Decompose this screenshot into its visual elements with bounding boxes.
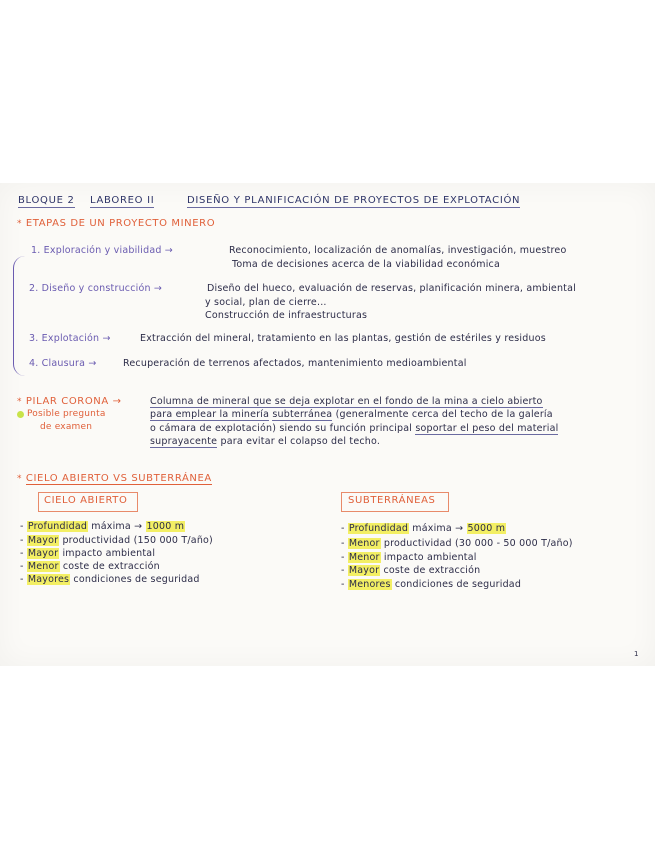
pilar-def-line2: para emplear la minería subterránea (generalmente cerca del techo de la galería [150, 409, 553, 420]
comparison-heading: * CIELO ABIERTO VS SUBTERRÁNEA [17, 473, 212, 484]
open-row-4: - Menor coste de extracción [20, 561, 160, 572]
etapa-2-line2: y social, plan de cierre... [205, 297, 327, 308]
etapa-3-label: 3. Explotación → [29, 333, 111, 344]
etapa-4-line1: Recuperación de terrenos afectados, mantenimiento medioambiental [123, 358, 467, 369]
under-row-1: - Profundidad máxima → 5000 m [341, 523, 506, 534]
open-row-2: - Mayor productividad (150 000 T/año) [20, 535, 213, 546]
highlight-dot-icon [17, 411, 24, 418]
pilar-corona-heading: * PILAR CORONA → [17, 396, 122, 407]
under-row-5: - Menores condiciones de seguridad [341, 579, 522, 590]
open-row-1: - Profundidad máxima → 1000 m [20, 521, 185, 532]
etapa-3-line1: Extracción del mineral, tratamiento en las plantas, gestión de estériles y residuos [140, 333, 546, 344]
etapa-1-label: 1. Exploración y viabilidad → [31, 245, 173, 256]
etapa-2-line3: Construcción de infraestructuras [205, 310, 368, 321]
star-icon: * [17, 397, 23, 407]
page-number: 1 [634, 650, 639, 658]
pilar-def-line4: suprayacente para evitar el colapso del techo. [150, 436, 381, 447]
underground-title: SUBTERRÁNEAS [348, 495, 436, 506]
star-icon: * [17, 219, 23, 229]
etapa-2-label: 2. Diseño y construcción → [29, 283, 163, 294]
brace-icon [13, 256, 28, 376]
pilar-def-line3: o cámara de explotación) siendo su función principal soportar el peso del material [150, 423, 559, 434]
under-row-4: - Mayor coste de extracción [341, 565, 481, 576]
course-label: LABOREO II [90, 195, 155, 206]
open-pit-title: CIELO ABIERTO [44, 495, 128, 506]
under-row-3: - Menor impacto ambiental [341, 552, 477, 563]
topic-title: DISEÑO Y PLANIFICACIÓN DE PROYECTOS DE EXPLOTACIÓN [187, 195, 521, 206]
pilar-def-line1: Columna de mineral que se deja explotar en el fondo de la mina a cielo abierto [150, 396, 543, 407]
open-row-3: - Mayor impacto ambiental [20, 548, 156, 559]
block-label: BLOQUE 2 [18, 195, 75, 206]
open-row-5: - Mayores condiciones de seguridad [20, 574, 200, 585]
etapa-2-line1: Diseño del hueco, evaluación de reservas, planificación minera, ambiental [207, 283, 576, 294]
etapa-4-label: 4. Clausura → [29, 358, 97, 369]
exam-note-line1: Posible pregunta [27, 409, 106, 419]
section-etapas-heading: * ETAPAS DE UN PROYECTO MINERO [17, 218, 216, 229]
exam-note-line2: de examen [40, 422, 93, 432]
etapa-1-line2: Toma de decisiones acerca de la viabilidad económica [232, 259, 500, 270]
star-icon: * [17, 474, 23, 484]
etapa-1-line1: Reconocimiento, localización de anomalías, investigación, muestreo [229, 245, 567, 256]
under-row-2: - Menor productividad (30 000 - 50 000 T/año) [341, 538, 573, 549]
